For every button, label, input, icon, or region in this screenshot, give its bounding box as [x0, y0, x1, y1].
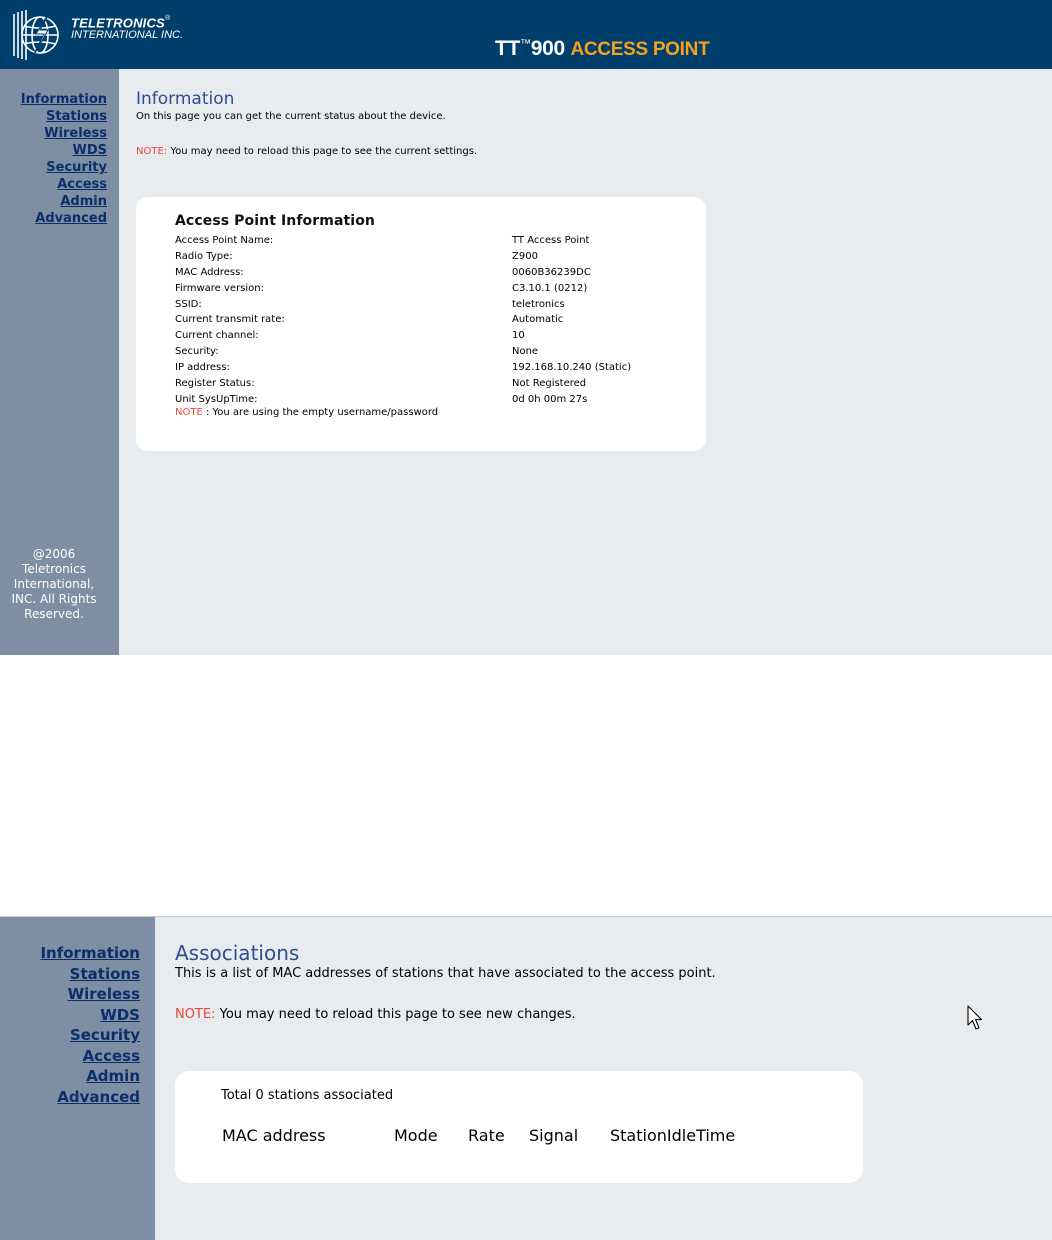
product-model: TT [495, 37, 521, 60]
copyright-text [0, 547, 108, 622]
info-value: 192.168.10.240 (Static) [512, 362, 632, 374]
info-label: Register Status: [175, 378, 255, 390]
info-label: Current transmit rate: [175, 314, 285, 326]
stations-total: Total 0 stations associated [221, 1088, 394, 1103]
brand-name [71, 14, 183, 42]
nav-advanced[interactable]: Advanced [57, 1087, 140, 1106]
info-value: C3.10.1 (0212) [512, 282, 588, 294]
product-title [495, 37, 709, 61]
nav-wds[interactable]: WDS [100, 1005, 140, 1024]
associations-screen [0, 916, 1052, 1240]
note-label: NOTE [175, 407, 203, 418]
nav-information[interactable]: Information [40, 944, 140, 962]
info-row [175, 392, 695, 408]
info-label: Security: [175, 346, 219, 358]
card-title: Access Point Information [175, 213, 375, 229]
main-content [119, 69, 1052, 655]
info-value: TT Access Point [512, 235, 590, 246]
sidebar-nav [21, 91, 107, 227]
note-text: You may need to reload this page to see the current settings. [167, 146, 478, 157]
note-text: : You are using the empty username/password [202, 407, 439, 418]
sidebar-nav [40, 943, 140, 1107]
info-row [175, 281, 695, 297]
info-value: 0d 0h 00m 27s [512, 393, 588, 405]
copyright-line: INC. All Rights [11, 592, 97, 606]
nav-admin[interactable]: Admin [60, 194, 107, 209]
credentials-note [175, 407, 438, 418]
info-row [175, 376, 695, 392]
info-label: Access Point Name: [175, 235, 274, 246]
column-station-idle-time: StationIdleTime [610, 1126, 736, 1145]
stations-table-header [222, 1126, 822, 1148]
info-label: SSID: [175, 298, 202, 310]
note-label: NOTE: [175, 1007, 216, 1022]
info-value: Not Registered [512, 378, 587, 390]
globe-lightning-icon [8, 6, 66, 64]
nav-stations[interactable]: Stations [46, 109, 107, 124]
main-content [155, 917, 1052, 1240]
product-number: 900 [530, 37, 565, 60]
brand-title: TELETRONICS [71, 15, 165, 31]
page-title: Associations [175, 941, 300, 965]
product-type: ACCESS POINT [570, 39, 710, 60]
note-text: You may need to reload this page to see new changes. [215, 1007, 576, 1022]
nav-wireless[interactable]: Wireless [44, 126, 107, 141]
nav-wds[interactable]: WDS [72, 143, 107, 158]
info-row [175, 249, 695, 265]
registered-mark: ® [164, 15, 171, 22]
mouse-pointer-icon [967, 1005, 985, 1031]
brand-subtitle: INTERNATIONAL INC. [71, 29, 184, 42]
info-label: IP address: [175, 362, 230, 374]
copyright-line: International, [13, 577, 95, 591]
nav-access[interactable]: Access [82, 1046, 140, 1065]
nav-wireless[interactable]: Wireless [67, 985, 140, 1003]
info-value: Automatic [512, 314, 564, 326]
copyright-line: Reserved. [24, 607, 84, 621]
column-mac-address: MAC address [222, 1126, 326, 1145]
info-value: teletronics [512, 298, 565, 310]
info-value: None [512, 346, 539, 358]
sidebar [0, 69, 119, 655]
column-signal: Signal [529, 1126, 579, 1145]
column-mode: Mode [394, 1126, 438, 1145]
nav-access[interactable]: Access [57, 177, 107, 192]
note-label: NOTE: [136, 146, 168, 157]
copyright-line: Teletronics [22, 562, 86, 576]
info-row [175, 312, 695, 328]
page-note [136, 146, 477, 157]
info-value: 10 [512, 330, 525, 342]
nav-security[interactable]: Security [69, 1026, 140, 1044]
trademark-mark: ™ [520, 38, 531, 50]
info-row [175, 328, 695, 344]
info-label: Current channel: [175, 330, 259, 342]
associations-card [175, 1071, 863, 1183]
page-description: On this page you can get the current status about the device. [136, 111, 446, 122]
info-row [175, 344, 695, 360]
copyright-line: @2006 [32, 547, 76, 561]
nav-information[interactable]: Information [20, 92, 107, 107]
info-value: Z900 [512, 250, 538, 262]
header-banner [0, 0, 1052, 69]
info-value: 0060B36239DC [512, 266, 591, 278]
info-row [175, 233, 695, 249]
nav-security[interactable]: Security [46, 160, 107, 175]
access-point-info-card [136, 197, 706, 451]
info-label: Radio Type: [175, 250, 233, 262]
column-rate: Rate [468, 1126, 505, 1145]
info-list [175, 233, 695, 408]
info-row [175, 360, 695, 376]
nav-admin[interactable]: Admin [86, 1067, 140, 1085]
info-row [175, 297, 695, 313]
info-label: Firmware version: [175, 282, 265, 294]
page-title: Information [136, 89, 235, 109]
info-label: Unit SysUpTime: [175, 393, 258, 405]
nav-advanced[interactable]: Advanced [35, 211, 107, 226]
page-description: This is a list of MAC addresses of stations that have associated to the access point. [175, 966, 716, 981]
info-row [175, 265, 695, 281]
page-note [175, 1007, 576, 1022]
info-label: MAC Address: [175, 266, 244, 278]
nav-stations[interactable]: Stations [69, 964, 140, 983]
sidebar [0, 917, 155, 1240]
